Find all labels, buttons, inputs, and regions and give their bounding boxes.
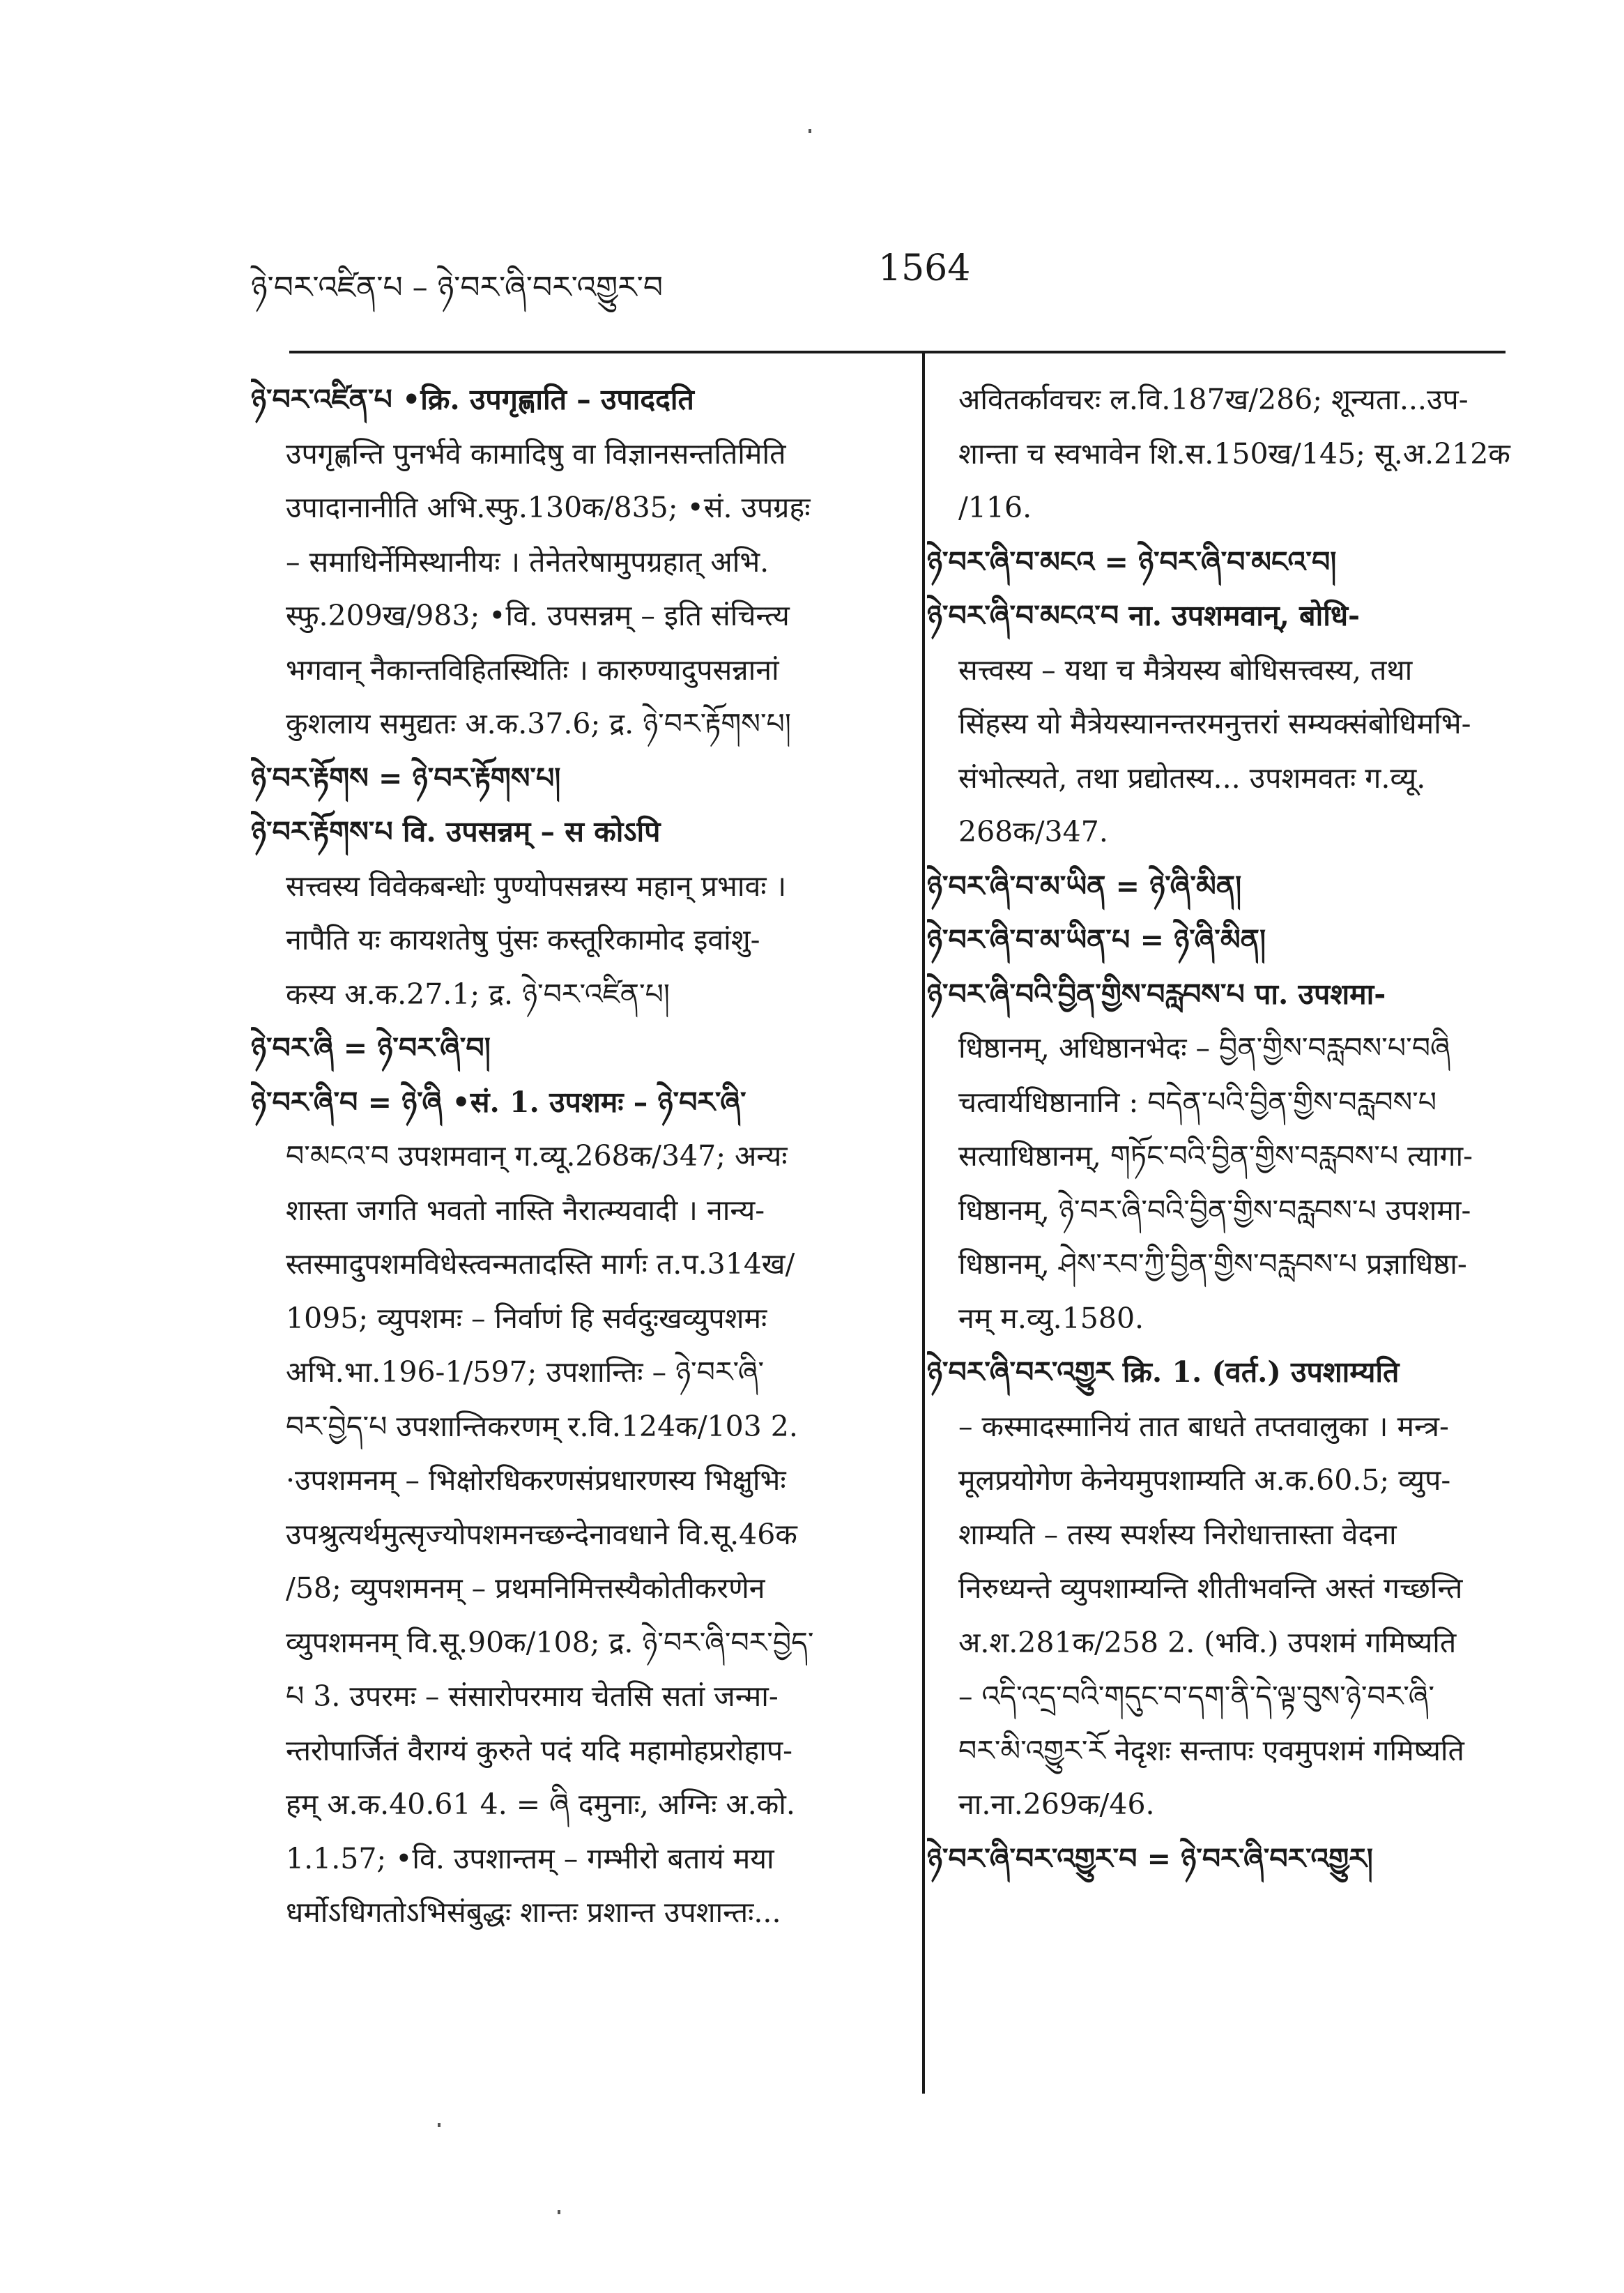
entry-line: नम् म.व्यु.1580. (958, 1301, 1144, 1335)
header-rule (289, 351, 1506, 353)
entry-line: न्तरोपार्जितं वैराग्यं कुरुते पदं यदि महामोहप्ररोहाप- (286, 1733, 793, 1767)
entry-line: /58; व्युपशमनम् – प्रथमनिमित्तस्यैकोतीकरणेन (286, 1571, 765, 1605)
entry-line: ཉེ་བར་ཞི་བར་འགྱུར་བ = ཉེ་བར་ཞི་བར་འགྱུར། (927, 1841, 1373, 1875)
entry-line: 1095; व्युपशमः – निर्वाणं हि सर्वदुःखव्युपशमः (286, 1301, 767, 1335)
entry-line: ·उपशमनम् – भिक्षोरधिकरणसंप्रधारणस्य भिक्षुभिः (286, 1463, 786, 1497)
entry-line: ཉེ་བར་ཞི་བ = ཉེ་ཞི •सं. 1. उपशमः – ཉེ་བར་ཞི་ (251, 1085, 746, 1119)
entry-line: शान्ता च स्वभावेन शि.स.150ख/145; सू.अ.212क (958, 436, 1510, 471)
scan-speck (809, 129, 811, 133)
entry-line: सत्याधिष्ठानम्, གཏོང་བའི་བྱིན་གྱིས་བརླབས་པ त्यागा- (958, 1139, 1473, 1173)
entry-line: शास्ता जगति भवतो नास्ति नैरात्म्यवादी । नान्य- (286, 1193, 765, 1227)
entry-line: सिंहस्य यो मैत्रेयस्यानन्तरमनुत्तरां सम्यक्संबोधिमभि- (958, 707, 1471, 740)
entry-line: ཉེ་བར་ཞི་བ་མངའ = ཉེ་བར་ཞི་བ་མངའ་བ། (927, 544, 1337, 579)
entry-line: व्युपशमनम् वि.सू.90क/108; द्र. ཉེ་བར་ཞི་བར་བྱེད་ (286, 1625, 814, 1659)
page-number: 1564 (878, 247, 971, 289)
entry-line: नापैति यः कायशतेषु पुंसः कस्तूरिकामोद इवांशु- (286, 923, 760, 957)
entry-line: ཉེ་བར་ཞི = ཉེ་བར་ཞི་བ། (251, 1031, 491, 1065)
entry-line: धिष्ठानम्, अधिष्ठानभेदः – བྱིན་གྱིས་བརླབས་པ་བཞི (958, 1031, 1450, 1065)
entry-line: कुशलाय समुद्यतः अ.क.37.6; द्र. ཉེ་བར་རྟོགས་པ། (286, 707, 791, 740)
entry-line: शाम्यति – तस्य स्पर्शस्य निरोधात्तास्ता वेदना (958, 1517, 1397, 1551)
entry-line: सत्त्वस्य विवेकबन्धोः पुण्योपसन्नस्य महान् प्रभावः । (286, 869, 787, 903)
entry-line: ཉེ་བར་རྟོགས = ཉེ་བར་རྟོགས་པ། (251, 761, 561, 795)
entry-line: ཉེ་བར་རྟོགས་པ वि. उपसन्नम् – स कोऽपि (251, 815, 661, 848)
right-column (927, 373, 1526, 2095)
entry-line: 1.1.57; •वि. उपशान्तम् – गम्भीरो बतायं मया (286, 1841, 774, 1875)
entry-line: ཉེ་བར་ཞི་བ་མ་ཡིན་པ = ཉེ་ཞི་མིན། (927, 923, 1266, 957)
entry-line: सत्त्वस्य – यथा च मैत्रेयस्य बोधिसत्त्वस्य, तथा (958, 653, 1413, 687)
entry-line: – कस्मादस्मानियं तात बाधते तप्तवालुका । मन्त्र- (958, 1409, 1449, 1443)
entry-line: भगवान् नैकान्तविहितस्थितिः । कारुण्यादुपसन्नानां (286, 653, 779, 687)
entry-line: अ.श.281क/258 2. (भवि.) उपशमं गमिष्यति (958, 1625, 1457, 1659)
entry-line: ཉེ་བར་འཛིན་པ •क्रि. उपगृह्णाति – उपाददति (251, 383, 694, 416)
entry-line: – འདི་འདྲ་བའི་གདུང་བ་དག་ནི་དེ་ལྟ་བུས་ཉེ་བར་ཞི་ (958, 1679, 1434, 1713)
entry-line: 268क/347. (958, 815, 1108, 848)
entry-line: उपगृह्णन्ति पुनर्भवे कामादिषु वा विज्ञानसन्ततिमिति (286, 436, 786, 471)
entry-line: हम् अ.क.40.61 4. = ཞི दमुनाः, अग्निः अ.को. (286, 1788, 795, 1821)
left-column (251, 373, 899, 2095)
entry-line: ཉེ་བར་ཞི་བའི་བྱིན་གྱིས་བརླབས་པ पा. उपशमा- (927, 977, 1386, 1011)
entry-line: उपादानानीति अभि.स्फु.130क/835; •सं. उपग्रहः (286, 491, 811, 524)
entry-line: བར་མི་འགྱུར་རོ नेदृशः सन्तापः एवमुपशमं गमिष्यति (958, 1733, 1464, 1767)
entry-line: ཉེ་བར་ཞི་བར་འགྱུར क्रि. 1. (वर्त.) उपशाम्यति (927, 1355, 1400, 1389)
entry-line: /116. (958, 491, 1032, 524)
entry-line: བར་བྱེད་པ उपशान्तिकरणम् र.वि.124क/103 2. (286, 1409, 798, 1443)
page-header (251, 247, 1512, 303)
column-divider (922, 351, 925, 2094)
entry-line: – समाधिर्नेमिस्थानीयः । तेनेतरेषामुपग्रहात् अभि. (286, 544, 769, 579)
entry-line: चत्वार्यधिष्ठानानि : བདེན་པའི་བྱིན་གྱིས་བརླབས་པ (958, 1085, 1437, 1119)
entry-line: པ 3. उपरमः – संसारोपरमाय चेतसि सतां जन्मा- (286, 1679, 779, 1713)
entry-line: धिष्ठानम्, ཉེ་བར་ཞི་བའི་བྱིན་གྱིས་བརླབས་པ उपशमा- (958, 1193, 1471, 1227)
entry-line: कस्य अ.क.27.1; द्र. ཉེ་བར་འཛིན་པ། (286, 977, 671, 1011)
entry-line: ना.ना.269क/46. (958, 1788, 1155, 1821)
entry-line: स्फु.209ख/983; •वि. उपसन्नम् – इति संचिन्त्य (286, 599, 790, 632)
entry-line: स्तस्मादुपशमविधेस्त्वन्मतादस्ति मार्गः त.प.314ख/ (286, 1247, 795, 1281)
scan-speck (558, 2210, 560, 2214)
entry-line: धर्मोऽधिगतोऽभिसंबुद्धः शान्तः प्रशान्त उपशान्तः... (286, 1896, 781, 1929)
entry-line: उपश्रुत्यर्थमुत्सृज्योपशमनच्छन्देनावधाने वि.सू.46क (286, 1517, 797, 1551)
entry-line: ཉེ་བར་ཞི་བ་མ་ཡིན = ཉེ་ཞི་མིན། (927, 869, 1242, 903)
entry-line: अभि.भा.196-1/597; उपशान्तिः – ཉེ་བར་ཞི་ (286, 1355, 765, 1389)
scan-speck (438, 2123, 441, 2127)
entry-line: मूलप्रयोगेण केनेयमुपशाम्यति अ.क.60.5; व्युप- (958, 1463, 1451, 1497)
entry-line: धिष्ठानम्, ཤེས་རབ་ཀྱི་བྱིན་གྱིས་བརླབས་པ प्रज्ञाधिष्ठा- (958, 1247, 1467, 1281)
entry-line: संभोत्स्यते, तथा प्रद्योतस्य... उपशमवतः ग.व्यू. (958, 761, 1426, 795)
entry-line: བ་མངའ་བ उपशमवान् ग.व्यू.268क/347; अन्यः (286, 1139, 788, 1173)
entry-line: निरुध्यन्ते व्युपशाम्यन्ति शीतीभवन्ति अस्तं गच्छन्ति (958, 1571, 1463, 1605)
entry-line: ཉེ་བར་ཞི་བ་མངའ་བ ना. उपशमवान्, बोधि- (927, 599, 1361, 632)
running-title: ཉེ་བར་འཛིན་པ – ཉེ་བར་ཞི་བར་འགྱུར་བ (251, 270, 664, 305)
entry-line: अवितर्कावचरः ल.वि.187ख/286; शून्यता...उप- (958, 383, 1469, 416)
